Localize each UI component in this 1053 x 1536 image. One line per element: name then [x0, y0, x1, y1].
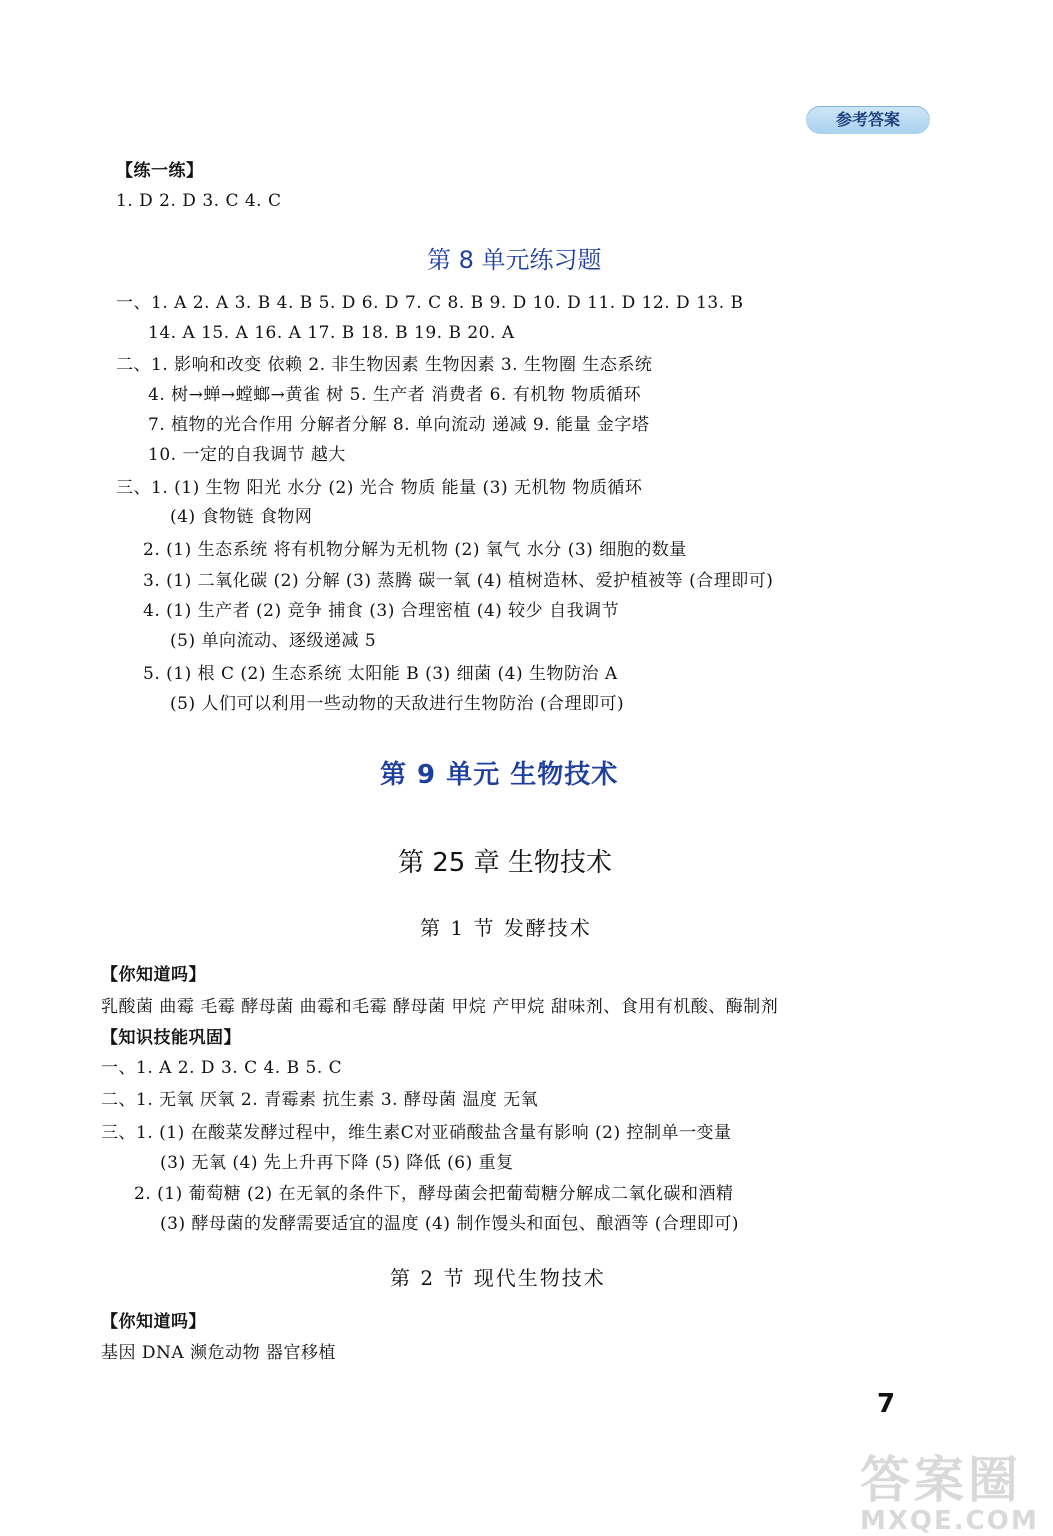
section-1-title: 第 1 节 发酵技术 [420, 916, 592, 940]
answer-line: 3. (1) 二氧化碳 (2) 分解 (3) 蒸腾 碳一氧 (4) 植树造林、爱护植被等 (合理即可) [143, 571, 774, 591]
answer-line: 14. A 15. A 16. A 17. B 18. B 19. B 20. A [148, 323, 515, 343]
answer-line: 2. (1) 葡萄糖 (2) 在无氧的条件下，酵母菌会把葡萄糖分解成二氧化碳和酒精 [134, 1184, 734, 1204]
answer-key-badge: 参考答案 [806, 106, 930, 134]
answer-line: 2. (1) 生态系统 将有机物分解为无机物 (2) 氧气 水分 (3) 细胞的数量 [143, 540, 687, 560]
answer-line: 1. D 2. D 3. C 4. C [116, 191, 282, 211]
answer-line: 二、1. 影响和改变 依赖 2. 非生物因素 生物因素 3. 生物圈 生态系统 [116, 355, 653, 375]
unit-9-title: 第 9 单元 生物技术 [380, 760, 619, 790]
answer-line: 二、1. 无氧 厌氧 2. 青霉素 抗生素 3. 酵母菌 温度 无氧 [101, 1090, 539, 1110]
answer-line: (4) 食物链 食物网 [170, 507, 313, 527]
answer-line: (5) 人们可以利用一些动物的天敌进行生物防治 (合理即可) [170, 694, 625, 714]
answer-line: (5) 单向流动、逐级递减 5 [170, 631, 377, 651]
watermark-logo-text: 答案圈 [860, 1451, 1022, 1509]
site-watermark [860, 1440, 1050, 1536]
unit-8-exercises-title: 第 8 单元练习题 [427, 246, 602, 274]
answer-line: 基因 DNA 濒危动物 器官移植 [101, 1343, 336, 1363]
answer-line: 三、1. (1) 在酸菜发酵过程中，维生素C对亚硝酸盐含量有影响 (2) 控制单一变量 [101, 1123, 732, 1143]
chapter-25-title: 第 25 章 生物技术 [398, 848, 612, 878]
answer-line: 10. 一定的自我调节 越大 [148, 445, 346, 465]
answer-line: 5. (1) 根 C (2) 生态系统 太阳能 B (3) 细菌 (4) 生物防治 A [143, 664, 618, 684]
answer-line: 一、1. A 2. A 3. B 4. B 5. D 6. D 7. C 8. B 9. D 10. D 11. D 12. D 13. B [116, 293, 744, 313]
heading-did-you-know: 【你知道吗】 [101, 965, 206, 985]
answer-line: 一、1. A 2. D 3. C 4. B 5. C [101, 1058, 343, 1078]
heading-knowledge-skills: 【知识技能巩固】 [101, 1028, 241, 1048]
answer-line: (3) 酵母菌的发酵需要适宜的温度 (4) 制作馒头和面包、酿酒等 (合理即可) [160, 1214, 740, 1234]
answer-line: 乳酸菌 曲霉 毛霉 酵母菌 曲霉和毛霉 酵母菌 甲烷 产甲烷 甜味剂、食用有机酸、酶制剂 [101, 997, 779, 1017]
answer-line: 三、1. (1) 生物 阳光 水分 (2) 光合 物质 能量 (3) 无机物 物质循环 [116, 478, 643, 498]
heading-practice: 【练一练】 [116, 161, 204, 181]
answer-line: (3) 无氧 (4) 先上升再下降 (5) 降低 (6) 重复 [160, 1153, 514, 1173]
page-number: 7 [877, 1389, 896, 1419]
section-2-title: 第 2 节 现代生物技术 [390, 1266, 606, 1290]
answer-line: 4. 树→蝉→螳螂→黄雀 树 5. 生产者 消费者 6. 有机物 物质循环 [148, 385, 642, 405]
answer-line: 7. 植物的光合作用 分解者分解 8. 单向流动 递减 9. 能量 金字塔 [148, 415, 650, 435]
watermark-url: MXQE.COM [860, 1506, 1039, 1536]
heading-did-you-know: 【你知道吗】 [101, 1312, 206, 1332]
answer-line: 4. (1) 生产者 (2) 竞争 捕食 (3) 合理密植 (4) 较少 自我调节 [143, 601, 620, 621]
